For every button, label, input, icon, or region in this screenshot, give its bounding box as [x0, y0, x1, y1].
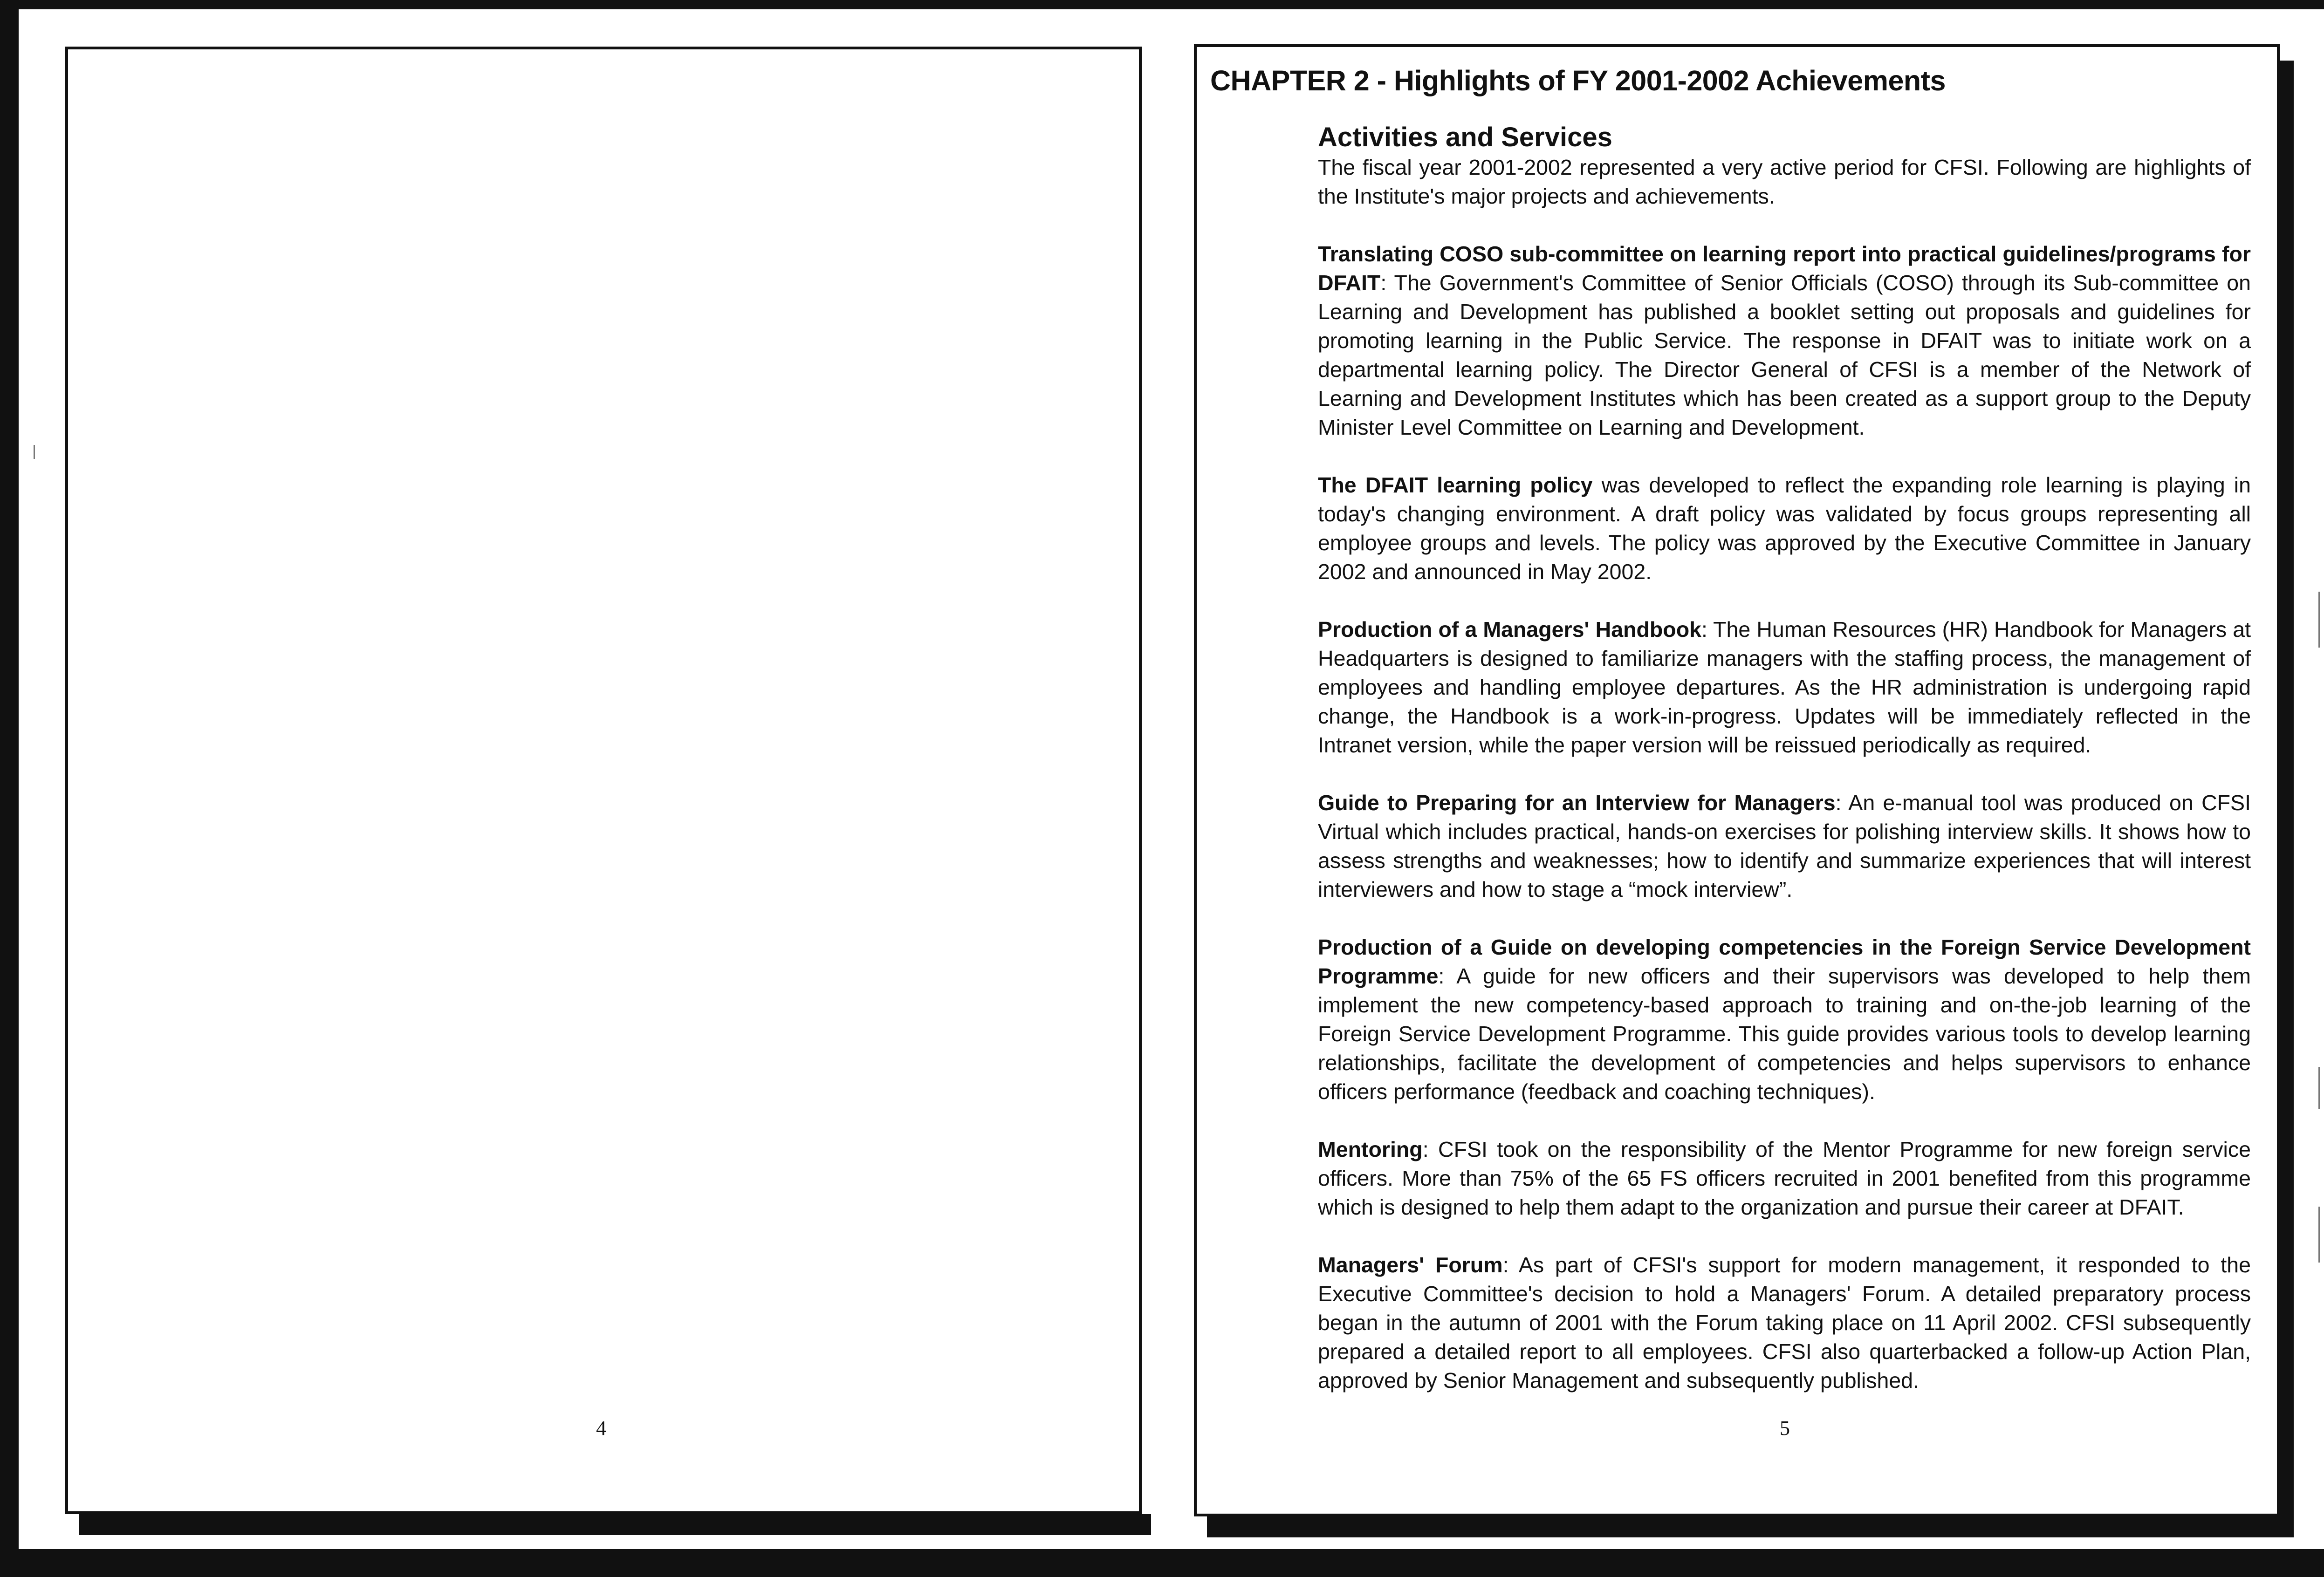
left-page-number: 4 [596, 1417, 606, 1440]
scan-mark [2318, 1067, 2320, 1109]
item-text: : As part of CFSI's support for modern management, it responded to the Executive Committee's decision to hold a Managers' Forum. A detailed preparatory process began in the autumn of 2001 with the Forum taking place on 11 April 2002. CFSI subsequently prepared a detailed report to all employees. CFSI also quarterbacked a follow-up Action Plan, approved by Senior Management and subsequently published. [1318, 1253, 2251, 1393]
scan-mark [2318, 1207, 2320, 1263]
item-lead: Guide to Preparing for an Interview for Managers [1318, 791, 1836, 815]
right-page-shadow [1207, 1516, 2293, 1537]
item-lead: Production of a Guide on developing competencies in the Foreign Service Development Programme [1318, 935, 2251, 988]
intro-paragraph: The fiscal year 2001-2002 represented a very active period for CFSI. Following are highlights of the Institute's major projects and achievements. [1318, 155, 2251, 208]
item-lead: Managers' Forum [1318, 1253, 1503, 1277]
item-paragraph [1318, 1250, 2251, 1395]
item-text: : The Government's Committee of Senior Officials (COSO) through its Sub-committee on Learning and Development has published a booklet setting out proposals and guidelines for promoting learning in the Public Service. The response in DFAIT was to initiate work on a departmental learning policy. The Director General of CFSI is a member of the Network of Learning and Development Institutes which has been created as a support group to the Deputy Minister Level Committee on Learning and Development. [1318, 271, 2251, 439]
item-paragraph [1318, 471, 2251, 586]
left-page [65, 47, 1142, 1514]
section-title: Activities and Services [1318, 122, 1612, 152]
item-text: : A guide for new officers and their supervisors was developed to help them implement the new competency-based approach to training and on-the-job learning of the Foreign Service Development Programme. This guide provides various tools to develop learning relationships, facilitate the development of competencies and helps supervisors to enhance officers performance (feedback and coaching techniques). [1318, 964, 2251, 1104]
item-paragraph [1318, 615, 2251, 759]
right-page-content [1318, 122, 2251, 1424]
item-paragraph [1318, 933, 2251, 1106]
item-text: : An e-manual tool was produced on CFSI Virtual which includes practical, hands-on exercises for polishing interview skills. It shows how to assess strengths and weaknesses; how to identify and summarize experiences that will interest interviewers and how to stage a “mock interview”. [1318, 791, 2251, 901]
scan-border-left [0, 0, 19, 1577]
item-lead: Translating COSO sub-committee on learning report into practical guidelines/programs for DFAIT [1318, 242, 2251, 295]
left-page-shadow [79, 1514, 1151, 1535]
right-page-number: 5 [1780, 1417, 1790, 1440]
item-paragraph [1318, 239, 2251, 442]
item-lead: Production of a Managers' Handbook [1318, 617, 1701, 642]
item-lead: The DFAIT learning policy [1318, 473, 1593, 497]
item-paragraph [1318, 1135, 2251, 1222]
item-text: : CFSI took on the responsibility of the Mentor Programme for new foreign service officers. More than 75% of the 65 FS officers recruited in 2001 benefited from this programme which is designed to help them adapt to the organization and pursue their career at DFAIT. [1318, 1137, 2251, 1219]
scan-mark [2318, 592, 2320, 648]
scan-mark [34, 445, 35, 459]
chapter-title: CHAPTER 2 - Highlights of FY 2001-2002 Achievements [1210, 65, 1946, 96]
item-paragraph [1318, 788, 2251, 904]
item-text: : The Human Resources (HR) Handbook for Managers at Headquarters is designed to familiarize managers with the staffing process, the management of employees and handling employee departures. As the HR administration is undergoing rapid change, the Handbook is a work-in-progress. Updates will be immediately reflected in the Intranet version, while the paper version will be reissued periodically as required. [1318, 617, 2251, 757]
scan-border-bottom [0, 1549, 2324, 1577]
item-text: was developed to reflect the expanding role learning is playing in today's changing environment. A draft policy was validated by focus groups representing all employee groups and levels. The policy was approved by the Executive Committee in January 2002 and announced in May 2002. [1318, 473, 2251, 584]
item-lead: Mentoring [1318, 1137, 1423, 1161]
scan-border-top [0, 0, 2324, 9]
right-page-side-shadow [2280, 61, 2294, 1537]
